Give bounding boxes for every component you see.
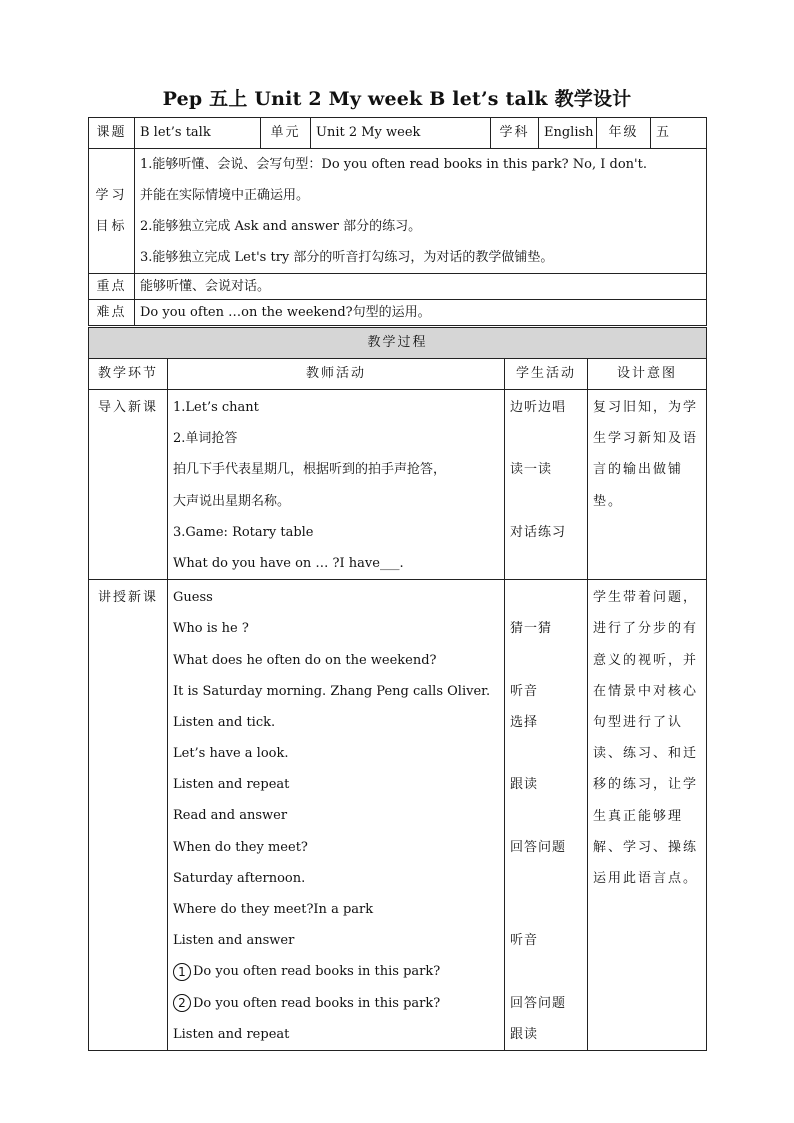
- teacher-line: What does he often do on the weekend?: [173, 652, 437, 668]
- objective-line: 1.能够听懂、会说、会写句型：Do you often read books in this park? No, I don't.: [140, 157, 647, 172]
- teacher-line: Listen and repeat: [173, 1026, 290, 1042]
- key-value: 能够听懂、会说对话。: [135, 274, 707, 300]
- student-line: [510, 738, 582, 769]
- stage-cell: [89, 390, 168, 580]
- student-line: 回答问题: [510, 839, 567, 855]
- circled-number: 2: [173, 994, 191, 1012]
- col-intent: 设计意图: [588, 359, 707, 390]
- student-line: [510, 582, 582, 613]
- subject-label: 学科: [491, 118, 539, 149]
- teacher-line: Listen and repeat: [173, 777, 290, 793]
- teacher-line: When do they meet?: [173, 839, 308, 855]
- intent-cell: [588, 390, 707, 580]
- student-cell: [505, 580, 588, 1051]
- difficulty-value: Do you often …on the weekend?句型的运用。: [135, 300, 707, 326]
- info-table: [88, 117, 707, 326]
- student-line: [510, 894, 582, 925]
- col-student: 学生活动: [505, 359, 588, 390]
- stage-name: 讲授新课: [97, 590, 158, 606]
- unit-label: 单元: [261, 118, 311, 149]
- intent-text: 复习旧知，为学生学习新知及语言的输出做铺垫。: [593, 400, 699, 509]
- objectives-label-text: 学习目标: [95, 188, 128, 234]
- stage-name: 导入新课: [97, 400, 158, 415]
- student-line: [510, 956, 582, 987]
- teacher-line: 拍几下手代表星期几，根据听到的拍手声抢答，: [173, 462, 447, 478]
- student-line: 对话练习: [510, 524, 567, 540]
- teacher-line: It is Saturday morning. Zhang Peng calls Oliver.: [173, 683, 491, 699]
- teacher-line: Who is he ?: [173, 621, 249, 637]
- objective-line: 2.能够独立完成 Ask and answer 部分的练习。: [140, 219, 422, 234]
- teacher-cell: [168, 390, 505, 580]
- teacher-line-circled: [173, 956, 499, 987]
- teacher-cell: [168, 580, 505, 1051]
- intent-text: 学生带着问题，进行了分步的有意义的视听，并在情景中对核心句型进行了认读、练习、和迁移的练习，让学生真正能够理解、学习、操练运用此语言点。: [593, 590, 699, 886]
- intent-cell: [588, 580, 707, 1051]
- teacher-line-circled: [173, 988, 499, 1019]
- student-line: 听音: [510, 683, 539, 699]
- teacher-line: Read and answer: [173, 808, 288, 824]
- student-line: [510, 800, 582, 831]
- student-line: 回答问题: [510, 995, 567, 1011]
- teacher-line-text: Do you often read books in this park?: [193, 995, 441, 1011]
- student-line: 听音: [510, 933, 539, 949]
- subject-value: English: [539, 118, 597, 149]
- teacher-line: 2.单词抢答: [173, 431, 238, 447]
- student-line: 跟读: [510, 777, 539, 793]
- teacher-line: What do you have on … ?I have___.: [173, 555, 404, 571]
- teacher-line: 1.Let’s chant: [173, 400, 259, 415]
- course-value: B let’s talk: [135, 118, 261, 149]
- unit-value: Unit 2 My week: [311, 118, 491, 149]
- teacher-line: Listen and tick.: [173, 714, 276, 730]
- student-line: 跟读: [510, 1026, 539, 1042]
- student-line: 选择: [510, 714, 539, 730]
- process-header: 教学过程: [89, 328, 707, 359]
- teacher-line: Saturday afternoon.: [173, 870, 306, 886]
- student-line: [510, 423, 582, 454]
- student-line: [510, 863, 582, 894]
- objective-line: 并能在实际情境中正确运用。: [140, 188, 310, 203]
- teacher-line: Where do they meet?In a park: [173, 902, 374, 917]
- teacher-line: Guess: [173, 590, 213, 606]
- student-line: [510, 645, 582, 676]
- page-title: Pep 五上 Unit 2 My week B let’s talk 教学设计: [162, 88, 632, 110]
- objectives-cell: [135, 149, 707, 274]
- grade-value: 五: [651, 118, 707, 149]
- student-line: 边听边唱: [510, 400, 567, 415]
- col-stage: 教学环节: [89, 359, 168, 390]
- difficulty-label: 难点: [89, 300, 135, 326]
- student-cell: [505, 390, 588, 580]
- stage-cell: [89, 580, 168, 1051]
- student-line: 猜一猜: [510, 621, 553, 637]
- process-row-intro: [89, 390, 707, 580]
- grade-label: 年级: [597, 118, 651, 149]
- objective-line: 3.能够独立完成 Let's try 部分的听音打勾练习，为对话的教学做铺垫。: [140, 250, 554, 265]
- teacher-line: Let’s have a look.: [173, 746, 289, 762]
- circled-number: 1: [173, 963, 191, 981]
- objectives-label: [89, 149, 135, 274]
- process-row-new: [89, 580, 707, 1051]
- course-label: 课题: [89, 118, 135, 149]
- col-teacher: 教师活动: [168, 359, 505, 390]
- teacher-line: Listen and answer: [173, 933, 295, 949]
- process-table: [88, 327, 707, 1051]
- student-line: [510, 548, 582, 579]
- teacher-line-text: Do you often read books in this park?: [193, 964, 441, 980]
- student-line: 读一读: [510, 462, 553, 478]
- teacher-line: 大声说出星期名称。: [173, 493, 291, 509]
- key-label: 重点: [89, 274, 135, 300]
- student-line: [510, 486, 582, 517]
- teacher-line: 3.Game: Rotary table: [173, 524, 314, 540]
